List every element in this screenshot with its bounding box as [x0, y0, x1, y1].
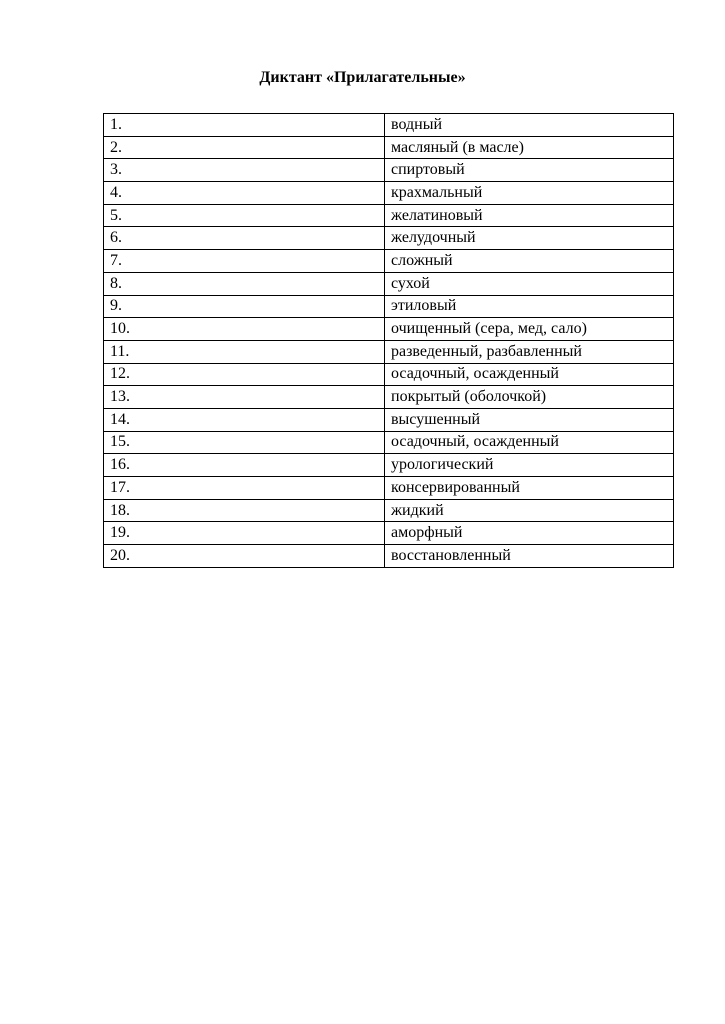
table-row: [104, 295, 674, 318]
row-word: урологический: [385, 454, 674, 477]
row-number: 15.: [104, 431, 385, 454]
row-number: 8.: [104, 272, 385, 295]
table-row: [104, 454, 674, 477]
row-number: 12.: [104, 363, 385, 386]
row-number: 20.: [104, 545, 385, 568]
row-word: масляный (в масле): [385, 136, 674, 159]
row-number: 9.: [104, 295, 385, 318]
row-word: осадочный, осажденный: [385, 363, 674, 386]
table-row: [104, 227, 674, 250]
row-word: желудочный: [385, 227, 674, 250]
table-row: [104, 204, 674, 227]
table-row: [104, 318, 674, 341]
dictation-table-body: [104, 114, 674, 568]
table-row: [104, 408, 674, 431]
row-number: 10.: [104, 318, 385, 341]
row-word: спиртовый: [385, 159, 674, 182]
table-row: [104, 340, 674, 363]
row-number: 18.: [104, 499, 385, 522]
row-word: сухой: [385, 272, 674, 295]
row-number: 1.: [104, 114, 385, 137]
dictation-table: [103, 113, 674, 568]
row-number: 3.: [104, 159, 385, 182]
table-row: [104, 182, 674, 205]
row-word: желатиновый: [385, 204, 674, 227]
table-row: [104, 477, 674, 500]
row-word: восстановленный: [385, 545, 674, 568]
row-number: 5.: [104, 204, 385, 227]
table-row: [104, 386, 674, 409]
table-row: [104, 272, 674, 295]
table-row: [104, 499, 674, 522]
row-number: 14.: [104, 408, 385, 431]
row-number: 6.: [104, 227, 385, 250]
row-number: 17.: [104, 477, 385, 500]
row-word: жидкий: [385, 499, 674, 522]
table-row: [104, 114, 674, 137]
row-number: 13.: [104, 386, 385, 409]
page-title: Диктант «Прилагательные»: [259, 69, 466, 86]
row-word: этиловый: [385, 295, 674, 318]
row-word: покрытый (оболочкой): [385, 386, 674, 409]
table-row: [104, 136, 674, 159]
row-number: 19.: [104, 522, 385, 545]
row-number: 2.: [104, 136, 385, 159]
row-word: сложный: [385, 250, 674, 273]
table-row: [104, 545, 674, 568]
row-word: аморфный: [385, 522, 674, 545]
row-word: высушенный: [385, 408, 674, 431]
row-number: 7.: [104, 250, 385, 273]
row-word: очищенный (сера, мед, сало): [385, 318, 674, 341]
table-row: [104, 159, 674, 182]
row-number: 4.: [104, 182, 385, 205]
table-row: [104, 363, 674, 386]
row-word: консервированный: [385, 477, 674, 500]
row-word: осадочный, осажденный: [385, 431, 674, 454]
table-row: [104, 250, 674, 273]
row-number: 11.: [104, 340, 385, 363]
row-word: крахмальный: [385, 182, 674, 205]
table-row: [104, 431, 674, 454]
row-word: разведенный, разбавленный: [385, 340, 674, 363]
row-word: водный: [385, 114, 674, 137]
row-number: 16.: [104, 454, 385, 477]
table-row: [104, 522, 674, 545]
